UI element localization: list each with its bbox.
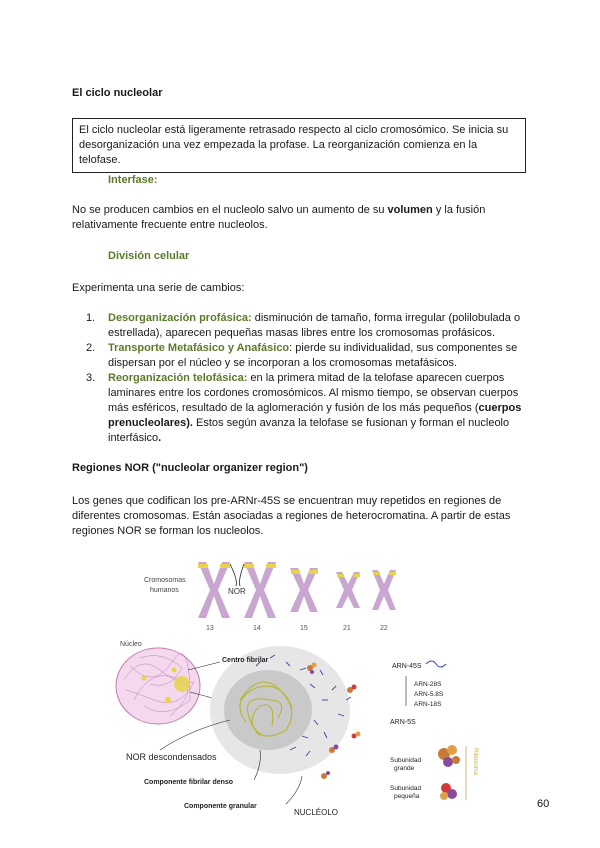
nor-paragraph: Los genes que codifican los pre-ARNr-45S se encuentran muy repetidos en regiones de diferentes cromosomas. Están asociadas a regiones de heterocromatina. A partir de estas regiones NOR se forman los nucleolos. (72, 495, 511, 537)
chromosome-number: 13 (206, 625, 214, 632)
chromosome-number: 14 (253, 625, 261, 632)
subunidad-grande-label-1: Subunidad (390, 757, 422, 764)
nor-label: NOR (228, 587, 246, 596)
small-subunit-icon (440, 783, 457, 800)
nor-cluster (165, 697, 171, 703)
chromosome-number: 22 (380, 625, 388, 632)
chromosome-number: 21 (343, 625, 351, 632)
arn45-label: ARN-45S (392, 663, 422, 670)
page-title: El ciclo nucleolar (72, 87, 163, 99)
page-number: 60 (537, 798, 550, 810)
list-item: 3. Reorganización telofásica: en la primera mitad de la telofase aparecen cuerpos laminares entre los cordones cromosómicos. Al mismo tiempo, se observan cuerpos más esféricos, resultado de la aglomeración y fusión de los más pequeños (cuerpos prenucleolares). Estos según avanza la telofase se fusionan y forman el nucleolo interfásico. (86, 372, 522, 444)
nor-descondensados-label: NOR descondensados (126, 752, 217, 762)
division-list (86, 311, 528, 446)
componente-granular-label: Componente granular (184, 803, 257, 810)
chromosome-15 (290, 568, 318, 612)
chromosome-22 (372, 570, 396, 610)
nucleolo-label: NUCLÉOLO (294, 808, 339, 817)
arn28-label: ARN-28S (414, 681, 442, 688)
chromosome-number: 15 (300, 625, 308, 632)
cromosomas-label-2: humanos (150, 587, 179, 594)
subunidad-grande-label-2: grande (394, 765, 415, 772)
subunidad-pequena-label-2: pequeña (394, 793, 420, 800)
nor-cluster (172, 668, 177, 673)
interfase-heading: Interfase: (108, 174, 158, 186)
nor-heading: Regiones NOR ("nucleolar organizer region") (72, 462, 308, 474)
centro-fibrilar-label: Centro fibrilar (222, 657, 269, 664)
division-heading: División celular (108, 250, 190, 262)
list-item: 1. Desorganización profásica: disminución de tamaño, forma irregular (polilobulada o estrellada), aparecen pequeñas masas libres entre los cromosomas profásicos. (86, 312, 521, 339)
list-item: 2. Transporte Metafásico y Anafásico: pierde su individualidad, sus componentes se dispersan por el núcleo y se incorporan a los cromosomas metafásicos. (86, 342, 518, 369)
division-intro: Experimenta una serie de cambios: (72, 282, 245, 294)
intro-box: El ciclo nucleolar está ligeramente retrasado respecto al ciclo cromosómico. Se inicia su desorganización una vez empezada la profase. La reorganización comienza en la telofase. (72, 118, 526, 173)
ribosoma-label: Ribosoma (472, 748, 478, 776)
nor-cluster (142, 676, 147, 681)
chromosome-14 (244, 562, 276, 618)
nucleo-label: Núcleo (120, 641, 142, 648)
large-subunit-icon (438, 745, 460, 767)
arn5-label: ARN-5S (390, 719, 416, 726)
arn18-label: ARN-18S (414, 701, 442, 708)
chromosome-21 (336, 572, 360, 608)
nucleolus-figure (110, 550, 490, 825)
subunidad-pequena-label-1: Subunidad (390, 785, 422, 792)
cromosomas-label-1: Cromosomas (144, 577, 186, 584)
chromosome-13 (198, 562, 230, 618)
componente-fibrilar-denso-label: Componente fibrilar denso (144, 779, 234, 786)
interfase-paragraph: No se producen cambios en el nucleolo salvo un aumento de su volumen y la fusión relativamente frecuente entre nucleolos. (72, 204, 486, 231)
nor-cluster (174, 676, 190, 692)
arn58-label: ARN-5.8S (414, 691, 444, 698)
